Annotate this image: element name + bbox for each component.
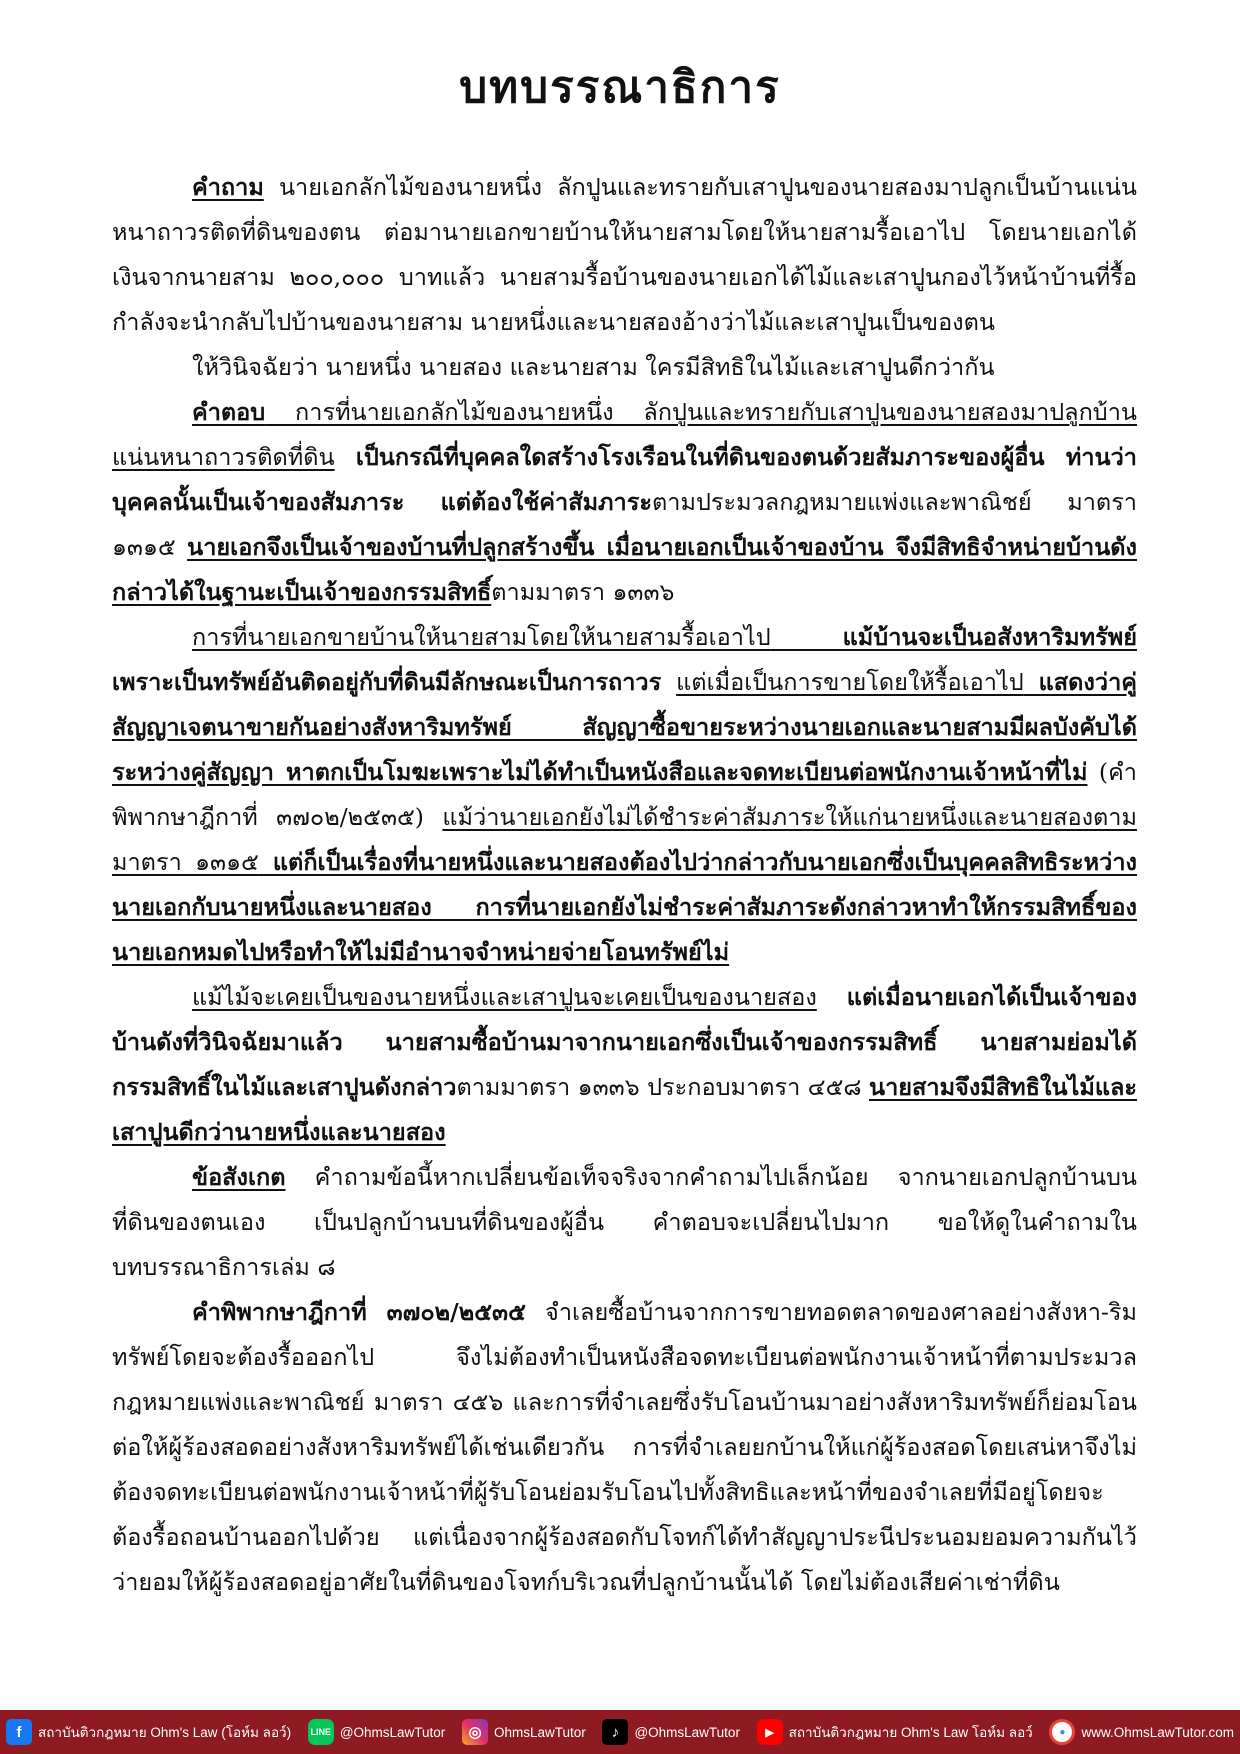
answer-conclusion: นายเอกจึงเป็นเจ้าของบ้านที่ปลูกสร้างขึ้น เมื่อนายเอกเป็นเจ้าของบ้าน จึงมีสิทธิจำหน่ายบ้านดังกล่าวได้ในฐานะเป็นเจ้าของกรรมสิทธิ์ [112, 533, 1137, 606]
tiktok-link[interactable] [602, 1719, 739, 1745]
answer-rule: เป็นกรณีที่บุคคลใดสร้างโรงเรือนในที่ดินของตนด้วยสัมภาระของผู้อื่น ท่านว่าบุคคลนั้นเป็นเจ้าของสัมภาระ แต่ต้องใช้ค่าสัมภาระ [112, 443, 1137, 516]
sale-unpaid: แม้ว่านายเอกยังไม่ได้ชำระค่าสัมภาระให้แก่นายหนึ่งและนายสองตามมาตรา ๑๓๑๕ [112, 803, 1137, 876]
youtube-icon: ▶ [757, 1719, 783, 1745]
instagram-link[interactable] [462, 1719, 586, 1745]
editorial-body [112, 165, 1137, 1605]
sale-fact: การที่นายเอกขายบ้านให้นายสามโดยให้นายสามรื้อเอาไป [192, 623, 771, 651]
ownership-fact: แม้ไม้จะเคยเป็นของนายหนึ่งและเสาปูนจะเคยเป็นของนายสอง [192, 983, 817, 1011]
sale-reason: เพราะเป็นทรัพย์อันติดอยู่กับที่ดินมีลักษณะเป็นการถาวร [112, 668, 677, 696]
sale-paragraph [112, 615, 1137, 975]
line-label: @OhmsLawTutor [339, 1724, 446, 1740]
globe-icon: ● [1049, 1719, 1075, 1745]
ownership-law-ref: ตามมาตรา ๑๓๓๖ ประกอบมาตรา ๔๕๘ [456, 1073, 869, 1101]
ownership-reason: แต่เมื่อนายเอกได้เป็นเจ้าของบ้านดังที่วินิจฉัยมาแล้ว นายสามซื้อบ้านมาจากนายเอกซึ่งเป็นเจ้าของกรรมสิทธิ์ นายสามย่อมได้กรรมสิทธิ์ในไม้และเสาปูนดังกล่าว [112, 983, 1137, 1101]
line-icon: LINE [308, 1719, 334, 1745]
line-link[interactable] [308, 1719, 445, 1745]
answer-section-ref: ตามมาตรา ๑๓๓๖ [491, 578, 675, 606]
footer-bar [0, 1710, 1240, 1754]
website-label: www.OhmsLawTutor.com [1081, 1724, 1234, 1740]
remark-label: ข้อสังเกต [192, 1163, 286, 1191]
ownership-conclusion: นายสามจึงมีสิทธิในไม้และเสาปูนดีกว่านายหนึ่งและนายสอง [112, 1073, 1137, 1146]
answer-label: คำตอบ [192, 398, 266, 426]
tiktok-label: @OhmsLawTutor [634, 1724, 740, 1740]
youtube-link[interactable] [757, 1719, 1033, 1745]
question-text: นายเอกลักไม้ของนายหนึ่ง ลักปูนและทรายกับเสาปูนของนายสองมาปลูกเป็นบ้านแน่นหนาถาวรติดที่ดินของตน ต่อมานายเอกขายบ้านให้นายสามโดยให้นายสามรื้อเอาไป โดยนายเอกได้เงินจากนายสาม ๒๐๐,๐๐๐ บาทแล้ว นายสามรื้อบ้านของนายเอกได้ไม้และเสาปูนกองไว้หน้าบ้านที่รื้อ กำลังจะนำกลับไปบ้านของนายสาม นายหนึ่งและนายสองอ้างว่าไม้และเสาปูนเป็นของตน [112, 173, 1137, 336]
question-label: คำถาม [192, 173, 264, 201]
remark-paragraph [112, 1155, 1137, 1290]
supreme-court-paragraph [112, 1290, 1137, 1605]
sale-conclusion: แสดงว่าคู่สัญญาเจตนาขายกันอย่างสังหาริมทรัพย์ สัญญาซื้อขายระหว่างนายเอกและนายสามมีผลบังคับได้ระหว่างคู่สัญญา หาตกเป็นโมฆะเพราะไม่ได้ทำเป็นหนังสือและจดทะเบียนต่อพนักงานเจ้าหน้าที่ไม่ [112, 668, 1137, 786]
website-link[interactable] [1049, 1719, 1234, 1745]
tiktok-icon: ♪ [602, 1719, 628, 1745]
facebook-label: สถาบันติวกฎหมาย Ohm's Law (โอห์ม ลอว์) [38, 1725, 292, 1740]
facebook-link[interactable] [6, 1719, 291, 1745]
instagram-label: OhmsLawTutor [493, 1724, 586, 1740]
facebook-icon: f [6, 1719, 32, 1745]
ownership-paragraph [112, 975, 1137, 1155]
sale-immovable: แม้บ้านจะเป็นอสังหาริมทรัพย์ [770, 623, 1137, 651]
sale-case-ref: (คำพิพากษาฎีกาที่ ๓๗๐๒/๒๕๓๕) [112, 758, 1137, 831]
sale-demolish: แต่เมื่อเป็นการขายโดยให้รื้อเอาไป [676, 668, 1024, 696]
answer-paragraph [112, 390, 1137, 615]
question-prompt [112, 345, 1137, 390]
question-prompt-text: ให้วินิจฉัยว่า นายหนึ่ง นายสอง และนายสาม ใครมีสิทธิในไม้และเสาปูนดีกว่ากัน [192, 353, 995, 381]
question-paragraph [112, 165, 1137, 345]
youtube-label: สถาบันติวกฎหมาย Ohm's Law โอห์ม ลอว์ [788, 1725, 1033, 1740]
answer-fact: การที่นายเอกลักไม้ของนายหนึ่ง ลักปูนและทรายกับเสาปูนของนายสองมาปลูกบ้านแน่นหนาถาวรติดที่ดิน [112, 398, 1137, 471]
remark-text: คำถามข้อนี้หากเปลี่ยนข้อเท็จจริงจากคำถามไปเล็กน้อย จากนายเอกปลูกบ้านบนที่ดินของตนเอง เป็นปลูกบ้านบนที่ดินของผู้อื่น คำตอบจะเปลี่ยนไปมาก ขอให้ดูในคำถามในบทบรรณาธิการเล่ม ๘ [112, 1163, 1137, 1281]
instagram-icon: ◎ [462, 1719, 488, 1745]
answer-law-ref: ตามประมวลกฎหมายแพ่งและพาณิชย์ มาตรา ๑๓๑๕ [112, 488, 1138, 561]
page-title: บทบรรณาธิการ [459, 62, 781, 113]
sale-personal-right: แต่ก็เป็นเรื่องที่นายหนึ่งและนายสองต้องไปว่ากล่าวกับนายเอกซึ่งเป็นบุคคลสิทธิระหว่างนายเอกกับนายหนึ่งและนายสอง การที่นายเอกยังไม่ชำระค่าสัมภาระดังกล่าวหาทำให้กรรมสิทธิ์ของนายเอกหมดไปหรือทำให้ไม่มีอำนาจจำหน่ายจ่ายโอนทรัพย์ไม่ [112, 848, 1138, 966]
supreme-court-text: จำเลยซื้อบ้านจากการขายทอดตลาดของศาลอย่างสังหา-ริมทรัพย์โดยจะต้องรื้อออกไป จึงไม่ต้องทำเป็นหนังสือจดทะเบียนต่อพนักงานเจ้าหน้าที่ตามประมวลกฎหมายแพ่งและพาณิชย์ มาตรา ๔๕๖ และการที่จำเลยซึ่งรับโอนบ้านมาอย่างสังหาริมทรัพย์ก็ย่อมโอนต่อให้ผู้ร้องสอดอย่างสังหาริมทรัพย์ได้เช่นเดียวกัน การที่จำเลยยกบ้านให้แก่ผู้ร้องสอดโดยเสน่หาจึงไม่ต้องจดทะเบียนต่อพนักงานเจ้าหน้าที่ผู้รับโอนย่อมรับโอนไปทั้งสิทธิและหน้าที่ของจำเลยที่มีอยู่โดยจะต้องรื้อถอนบ้านออกไปด้วย แต่เนื่องจากผู้ร้องสอดกับโจทก์ได้ทำสัญญาประนีประนอมยอมความกันไว้ว่ายอมให้ผู้ร้องสอดอยู่อาศัยในที่ดินของโจทก์บริเวณที่ปลูกบ้านนั้นได้ โดยไม่ต้องเสียค่าเช่าที่ดิน [112, 1298, 1137, 1596]
supreme-court-label: คำพิพากษาฎีกาที่ ๓๗๐๒/๒๕๓๕ [192, 1298, 526, 1326]
